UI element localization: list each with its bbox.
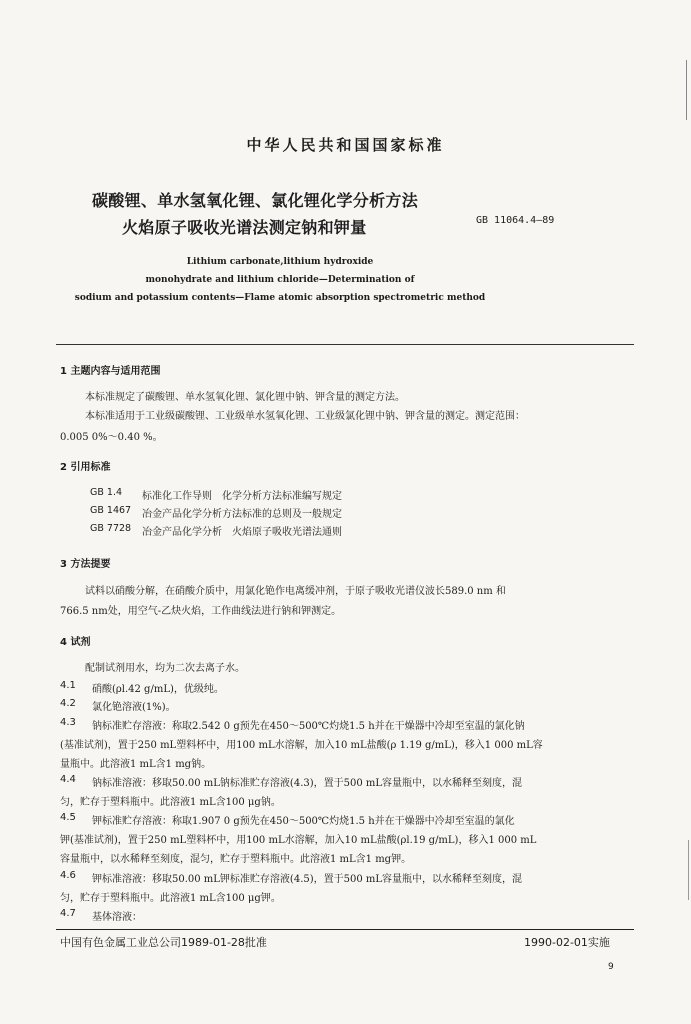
section4-intro: 配制试剂用水，均为二次去离子水。 — [85, 663, 245, 674]
item-text: 氯化铯溶液(1%)。 — [92, 702, 176, 713]
item-number: 4.4 — [60, 774, 76, 785]
item-text: 钾标准贮存溶液：称取1.907 0 g预先在450～500℃灼烧1.5 h并在干燥器中冷却至室温的氯化 — [92, 816, 515, 827]
item-text: 基体溶液： — [92, 912, 142, 923]
section1-heading: 1 主题内容与适用范围 — [60, 366, 161, 377]
section1-para2: 本标准适用于工业级碳酸锂、工业级单水氢氧化锂、工业级氯化锂中钠、钾含量的测定。测定范围： — [85, 411, 525, 422]
item-number: 4.3 — [60, 717, 76, 728]
bottom-divider — [56, 929, 634, 930]
item-text: 量瓶中。此溶液1 mL含1 mg钠。 — [60, 759, 212, 770]
document-title-line1: 碳酸锂、单水氢氧化锂、氯化锂化学分析方法 — [92, 191, 419, 210]
scan-edge-mark — [686, 60, 687, 120]
ref-name: 冶金产品化学分析 火焰原子吸收光谱法通则 — [142, 527, 342, 538]
item-text: 匀，贮存于塑料瓶中。此溶液1 mL含100 μg钠。 — [60, 797, 281, 808]
english-title-line3: sodium and potassium contents—Flame atomic absorption spectrometric method — [74, 293, 486, 303]
item-text: 匀，贮存于塑料瓶中。此溶液1 mL含100 μg钾。 — [60, 893, 281, 904]
section4-heading: 4 试剂 — [60, 637, 91, 648]
section1-para2-cont: 0.005 0%～0.40 %。 — [60, 432, 163, 443]
english-title-line2: monohydrate and lithium chloride—Determination of — [145, 275, 415, 285]
scan-edge-mark — [688, 840, 689, 900]
ref-code: GB 1467 — [90, 505, 132, 516]
item-text: 硝酸(ρl.42 g/mL)，优级纯。 — [92, 684, 224, 695]
english-title-line1: Lithium carbonate,lithium hydroxide — [186, 257, 374, 267]
item-text: 钠标准贮存溶液：称取2.542 0 g预先在450～500℃灼烧1.5 h并在干燥器中冷却至室温的氯化钠 — [92, 721, 525, 732]
item-number: 4.1 — [60, 680, 76, 691]
ref-code: GB 1.4 — [90, 487, 123, 498]
ref-code: GB 7728 — [90, 523, 132, 534]
section3-heading: 3 方法提要 — [60, 559, 111, 570]
item-number: 4.7 — [60, 908, 76, 919]
item-text: 容量瓶中，以水稀释至刻度，混匀，贮存于塑料瓶中。此溶液1 mL含1 mg钾。 — [60, 854, 412, 865]
item-text: 钾(基准试剂)，置于250 mL塑料杯中，用100 mL水溶解，加入10 mL盐酸(ρl.19 g/mL)，移入1 000 mL — [60, 835, 537, 846]
standard-title: 中华人民共和国国家标准 — [246, 136, 445, 154]
gb-code: GB 11064.4—89 — [476, 215, 555, 226]
document-title-line2: 火焰原子吸收光谱法测定钠和钾量 — [122, 218, 367, 237]
page-number: 9 — [608, 962, 614, 972]
item-number: 4.2 — [60, 698, 76, 709]
item-number: 4.6 — [60, 870, 76, 881]
section2-heading: 2 引用标准 — [60, 462, 111, 473]
top-divider — [56, 344, 634, 345]
approval-line: 中国有色金属工业总公司1989-01-28批准 — [60, 936, 267, 949]
ref-name: 标准化工作导则 化学分析方法标准编写规定 — [142, 491, 342, 502]
ref-name: 冶金产品化学分析方法标准的总则及一般规定 — [142, 509, 342, 520]
item-text: 钾标准溶液：移取50.00 mL钾标准贮存溶液(4.5)，置于500 mL容量瓶中，以水稀释至刻度，混 — [92, 874, 523, 885]
item-number: 4.5 — [60, 812, 76, 823]
section3-line1: 试料以硝酸分解，在硝酸介质中，用氯化铯作电离缓冲剂，于原子吸收光谱仪波长589.0 nm 和 — [85, 586, 506, 597]
item-text: (基准试剂)，置于250 mL塑料杯中，用100 mL水溶解，加入10 mL盐酸(ρ 1.19 g/mL)，移入1 000 mL容 — [60, 740, 543, 751]
section1-para1: 本标准规定了碳酸锂、单水氢氧化锂、氯化锂中钠、钾含量的测定方法。 — [85, 392, 405, 403]
implementation-date: 1990-02-01实施 — [524, 936, 610, 949]
section3-line2: 766.5 nm处，用空气-乙炔火焰，工作曲线法进行钠和钾测定。 — [60, 606, 342, 617]
item-text: 钠标准溶液：移取50.00 mL钠标准贮存溶液(4.3)，置于500 mL容量瓶中，以水稀释至刻度，混 — [92, 778, 523, 789]
